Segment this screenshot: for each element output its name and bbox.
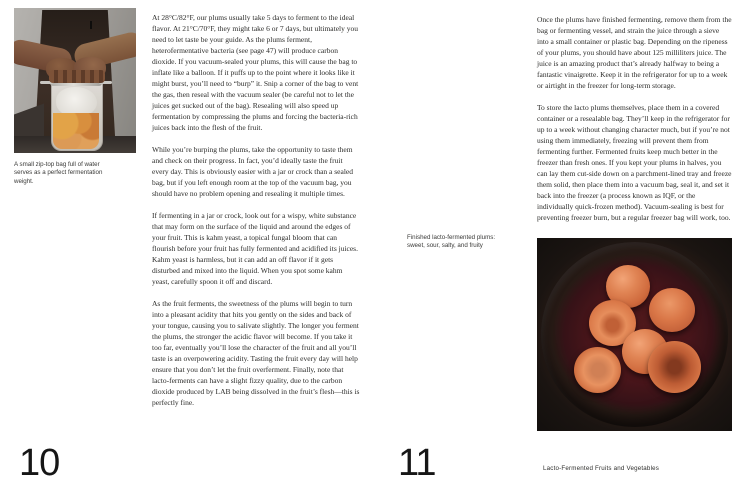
right-text-column (537, 14, 732, 234)
plum-half (574, 347, 621, 393)
jar-pressing-photo (14, 8, 136, 153)
paragraph: At 28°C/82°F, our plums usually take 5 days to ferment to the ideal flavor. At 21°C/70°F, they might take 6 or 7 days, but ultimately you need to let taste be your guide. As the plums ferment, heterofermentative bacteria (see page 47) will produce carbon dioxide. If you vacuum-sealed your plums, this will cause the bag to inflate like a balloon. If it puffs up to the point where it looks like it might burst, you’ll need to “burp” it. Snip a corner of the bag to vent the gas, then reseal with the vacuum sealer (be careful not to let the juices get sucked out of the bag). Resealing will also speed up fermentation by compressing the plums and forcing the bacteria-rich juices back into the flesh of the fruit. (152, 13, 359, 132)
running-footer: Lacto-Fermented Fruits and Vegetables (543, 465, 660, 472)
right-figure-caption: Finished lacto-fermented plums: sweet, sour, salty, and fruity (407, 234, 496, 250)
page-number-right: 11 (398, 442, 436, 484)
left-text-column (152, 12, 361, 419)
plum-half (648, 341, 701, 393)
fingers (49, 70, 105, 83)
paragraph: If fermenting in a jar or crock, look out for a wispy, white substance that may form on the surface of the liquid and around the edges of your fruit. This is kahm yeast, a topical fungal bloom that can flourish before your fruit has fully fermented and acidified its juices. Kahm yeast is harmless, but it can add an off flavor if it gets disturbed and mixed into the liquid. When you spot some kahm yeast, carefully spoon it off and discard. (152, 211, 358, 286)
paragraph: While you’re burping the plums, take the opportunity to taste them and check on their progress. In fact, you’d ideally taste the fruit every day. This is obviously easier with a jar or crock than a sealed bag, but if you left enough room at the top of the vacuum bag, you should have no problem opening and resealing it multiple times. (152, 145, 353, 198)
apron-pen (90, 21, 92, 29)
fermented-plums-photo (537, 238, 732, 431)
plum-half (649, 288, 695, 332)
paragraph: To store the lacto plums themselves, place them in a covered container or a resealable bag. They’ll keep in the refrigerator for up to a week without changing character much, but if you’re not using them immediately, freezing will prevent them from fermenting further. Fermented fruits keep much better in the freezer than fresh ones. If you kept your plums in halves, you can lay them cut-side down on a parchment-lined tray and freeze them solid, then place them into a vacuum bag, seal it, and set it back into the freezer (a process known as IQF, or the individually quick-frozen method). Vacuum-sealing is best for preventing freezer burn, but a regular freezer bag will work, too. (537, 103, 732, 222)
page-number-left: 10 (19, 442, 60, 484)
paragraph: As the fruit ferments, the sweetness of the plums will begin to turn into a pleasant acidity that hits you gently on the sides and back of your tongue, causing you to salivate slightly. The longer you ferment the plums, the stronger the acidic flavor will become. If you take it too far, eventually you’ll lose the character of the fruit and all you’ll taste is an overpowering acidity. Tasting the fruit every day will help ensure that you don’t let the fruit overferment. Finally, note that lacto-ferments can have a slight fizzy quality, due to the carbon dioxide produced by LAB being dissolved in the fruit’s flesh—this is perfectly fine. (152, 299, 360, 407)
paragraph: Once the plums have finished fermenting, remove them from the bag or fermenting vessel, and strain the juice through a sieve into a small container or plastic bag. Depending on the ripeness of your plums, you should have about 125 milliliters juice. The juice is an amazing product that’s already halfway to being a fantastic vinaigrette. Keep it in the refrigerator for up to a week or airtight in the freezer for long-term storage. (537, 15, 732, 90)
left-figure-caption: A small zip-top bag full of water serves as a perfect fermentation weight. (14, 161, 103, 185)
plums-in-jar (53, 113, 99, 149)
